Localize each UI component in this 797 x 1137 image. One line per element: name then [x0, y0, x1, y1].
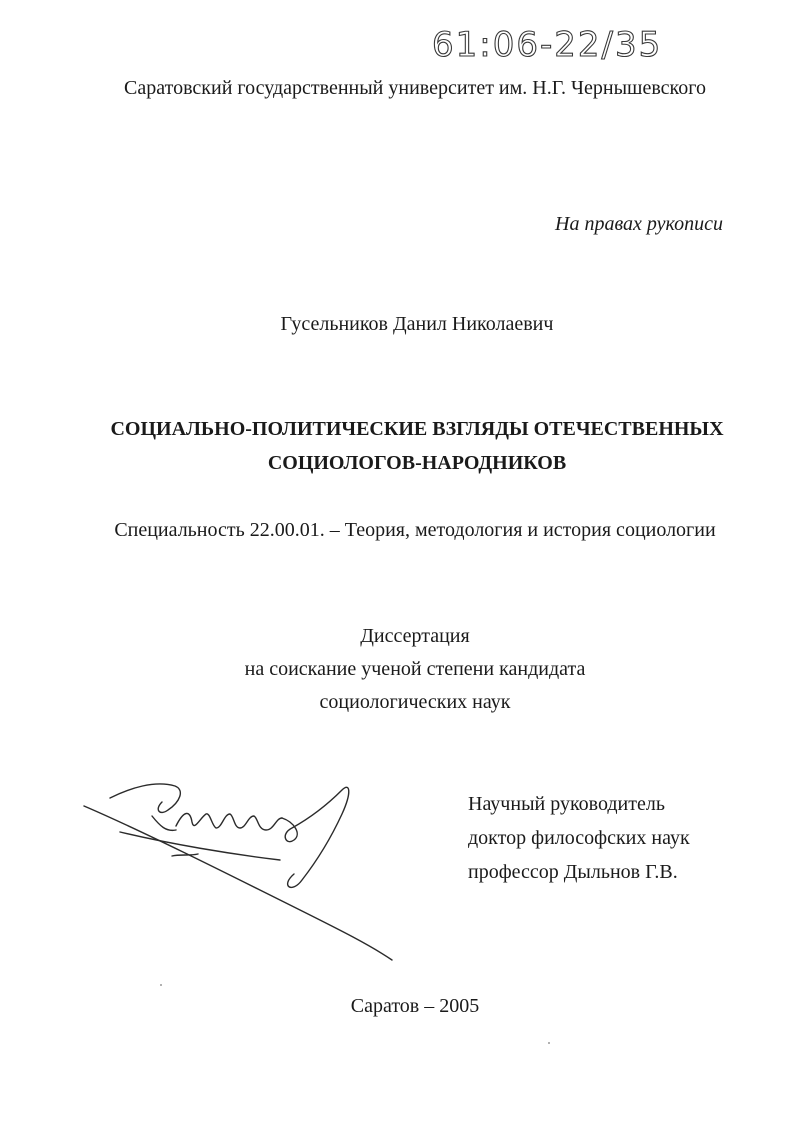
dissertation-degree-block	[0, 620, 797, 719]
title-line-2: СОЦИОЛОГОВ-НАРОДНИКОВ	[267, 452, 567, 474]
manuscript-rights-note: На правах рукописи	[555, 213, 723, 235]
advisor-degree: доктор философских наук	[468, 827, 690, 849]
degree-line: на соискание ученой степени кандидата	[244, 658, 586, 680]
handwritten-archive-number-text: 61:06-22/35	[432, 25, 663, 65]
scan-speck	[548, 1042, 550, 1044]
author-name: Гусельников Данил Николаевич	[280, 313, 554, 335]
field-line: социологических наук	[319, 691, 511, 713]
advisor-role: Научный руководитель	[468, 793, 665, 815]
dissertation-label: Диссертация	[360, 625, 470, 647]
title-line-1: СОЦИАЛЬНО-ПОЛИТИЧЕСКИЕ ВЗГЛЯДЫ ОТЕЧЕСТВЕННЫХ	[110, 418, 724, 440]
scan-speck	[160, 984, 162, 986]
handwritten-archive-number	[428, 14, 748, 74]
specialty-line: Специальность 22.00.01. – Теория, методология и история социологии	[114, 519, 716, 541]
university-name: Саратовский государственный университет им. Н.Г. Чернышевского	[124, 77, 706, 99]
author-signature	[80, 770, 410, 970]
scientific-advisor-block	[468, 787, 690, 889]
dissertation-title	[0, 412, 797, 480]
advisor-name: профессор Дыльнов Г.В.	[468, 861, 678, 883]
city-year-footer: Саратов – 2005	[350, 995, 480, 1017]
